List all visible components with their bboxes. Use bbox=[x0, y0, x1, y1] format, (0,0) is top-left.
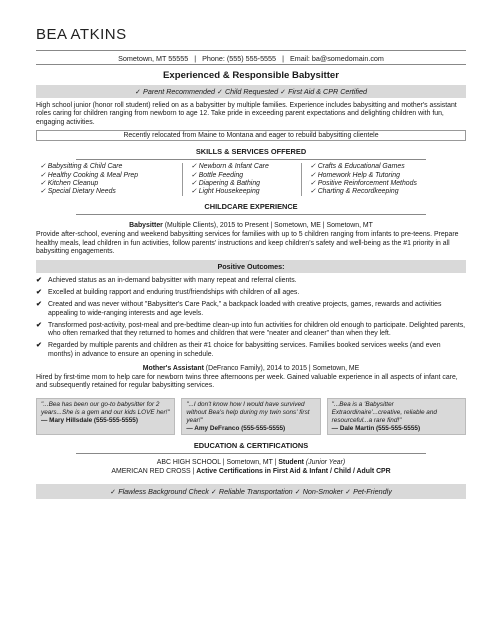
job-detail: (DeFranco Family), 2014 to 2015 | Sometown, ME bbox=[205, 365, 360, 372]
check-icon: ✓ bbox=[210, 487, 217, 497]
testimonial-box bbox=[181, 398, 320, 436]
check-icon: ✓ bbox=[294, 487, 301, 497]
job-title: Babysitter bbox=[129, 222, 163, 230]
candidate-name: BEA ATKINS bbox=[36, 26, 127, 43]
job-title: Mother's Assistant bbox=[142, 365, 204, 372]
footer-item: Pet-Friendly bbox=[353, 487, 392, 497]
contact-email[interactable]: Email: ba@somedomain.com bbox=[289, 54, 384, 63]
skill-item: ✓ Light Housekeeping bbox=[191, 188, 260, 196]
list-item: ✔ Regarded by multiple parents and children as their #1 choice for babysitting services. Families booked services weeks (and even months) in advance to ensure an opening in schedule. bbox=[36, 342, 441, 358]
credential-item: Parent Recommended bbox=[143, 87, 215, 96]
check-icon: ✔ bbox=[36, 342, 42, 350]
testimonial-text: "...Bea has been our go-to babysitter for 2 years...She is a gem and our kids LOVE her!" bbox=[41, 400, 170, 416]
footer-item: Non-Smoker bbox=[302, 487, 344, 497]
footer-bar bbox=[36, 484, 466, 499]
list-item: ✔ Created and was never without "Babysitter's Care Pack," a backpack loaded with creative projects, games, rewards and activities appealing to wide-ranging interests and age levels. bbox=[36, 301, 442, 317]
contact-location: Sometown, MT 55555 bbox=[118, 54, 189, 63]
certification-line: AMERICAN RED CROSS | Active Certifications in First Aid & Infant / Child / Adult CPR bbox=[111, 468, 391, 476]
education-line: ABC HIGH SCHOOL | Sometown, MT | Student (Junior Year) bbox=[156, 459, 346, 467]
testimonial-text: "...I don't know how I would have survived without Bea's help during my twin sons' first year!" bbox=[186, 400, 310, 424]
education-heading: EDUCATION & CERTIFICATIONS bbox=[76, 435, 426, 454]
list-item: ✔ Achieved status as an in-demand babysitter with many repeat and referral clients. bbox=[36, 276, 297, 284]
testimonial-box bbox=[327, 398, 466, 436]
check-icon: ✓ bbox=[345, 487, 352, 497]
skill-item: ✓ Babysitting & Child Care bbox=[40, 163, 123, 171]
outcomes-list bbox=[36, 277, 466, 359]
job-detail: (Multiple Clients), 2015 to Present | Sometown, ME | Sometown, MT bbox=[164, 222, 373, 230]
job-description: Provide after-school, evening and weekend babysitting services for families with up to 5 children ranging from infants to pre-teens. Prepare healthy meals, lead children in fun activities, follow parents' instructions and keep children's safety and well-being as the #1 priority in all babysitting engagements. bbox=[36, 231, 459, 256]
skill-item: ✓ Healthy Cooking & Meal Prep bbox=[40, 171, 139, 179]
footer-item: Reliable Transportation bbox=[218, 487, 293, 497]
job-description: Hired by first-time mom to help care for newborn twins three afternoons per week. Gained valuable experience in all aspects of infant care, and subsequently retained for regular babysitting services. bbox=[36, 374, 458, 390]
credential-item: Child Requested bbox=[224, 87, 279, 96]
contact-phone: Phone: (555) 555-5555 bbox=[202, 54, 277, 63]
check-icon: ✓ bbox=[110, 487, 117, 497]
check-icon: ✓ bbox=[216, 87, 223, 96]
relocation-note: Recently relocated from Maine to Montana and eager to rebuild babysitting clientele bbox=[36, 130, 466, 141]
footer-item: Flawless Background Check bbox=[118, 487, 209, 497]
testimonial-text: "...Bea is a 'Babysitter Extraordinaire'...creative, reliable and resourceful...a rare find!" bbox=[331, 400, 437, 424]
testimonials bbox=[36, 398, 466, 436]
resume-page bbox=[36, 26, 466, 499]
experience-heading: CHILDCARE EXPERIENCE bbox=[76, 196, 426, 215]
skill-item: ✓ Kitchen Cleanup bbox=[40, 179, 99, 187]
skills-list bbox=[36, 163, 466, 196]
contact-line: Sometown, MT 55555 | Phone: (555) 555-5555 | Email: ba@somedomain.com bbox=[36, 50, 466, 64]
list-item: ✔ Transformed post-activity, post-meal and pre-bedtime clean-up into fun activities for children old enough to participate. Delighted parents, who often remarked that they returned to homes and children that were "neater and cleaner" than when they left. bbox=[36, 321, 466, 338]
skills-heading: SKILLS & SERVICES OFFERED bbox=[76, 141, 426, 160]
skill-item: ✓ Crafts & Educational Games bbox=[310, 163, 405, 171]
check-icon: ✓ bbox=[280, 87, 287, 96]
check-icon: ✓ bbox=[135, 87, 142, 96]
skill-item: ✓ Homework Help & Tutoring bbox=[310, 171, 400, 179]
check-icon: ✔ bbox=[36, 288, 42, 296]
skill-item: ✓ Diapering & Bathing bbox=[191, 179, 260, 187]
skill-item: ✓ Newborn & Infant Care bbox=[191, 163, 269, 171]
credentials-bar bbox=[36, 85, 466, 98]
skills-column bbox=[302, 163, 466, 196]
skills-column bbox=[182, 163, 302, 196]
testimonial-box bbox=[36, 398, 175, 436]
job-title-line bbox=[36, 363, 466, 374]
skill-item: ✓ Special Dietary Needs bbox=[40, 188, 116, 196]
headline: Experienced & Responsible Babysitter bbox=[36, 64, 466, 85]
testimonial-author: — Amy DeFranco (555-555-5555) bbox=[186, 424, 286, 432]
skill-item: ✓ Positive Reinforcement Methods bbox=[310, 179, 417, 187]
skills-column bbox=[36, 163, 176, 196]
summary-paragraph: High school junior (honor roll student) relied on as a babysitter by multiple families. Experience includes babysitting and mother's assistant roles caring for children ranging from newborn to age 12. Take pride in exceeding parent expectations and delighting children with fun, engaging activities. bbox=[36, 102, 457, 126]
job-title-line bbox=[36, 215, 466, 231]
skill-item: ✓ Bottle Feeding bbox=[191, 171, 244, 179]
skill-item: ✓ Charting & Recordkeeping bbox=[310, 188, 399, 196]
check-icon: ✔ bbox=[36, 276, 42, 284]
list-item: ✔ Excelled at building rapport and enduring trust/friendships with children of all ages. bbox=[36, 288, 300, 296]
check-icon: ✔ bbox=[36, 321, 42, 329]
check-icon: ✔ bbox=[36, 301, 42, 309]
outcomes-heading: Positive Outcomes: bbox=[36, 260, 466, 273]
testimonial-author: — Dale Martin (555-555-5555) bbox=[331, 424, 421, 432]
credential-item: First Aid & CPR Certified bbox=[288, 87, 367, 96]
testimonial-author: — Mary Hillsdale (555-555-5555) bbox=[41, 416, 138, 424]
